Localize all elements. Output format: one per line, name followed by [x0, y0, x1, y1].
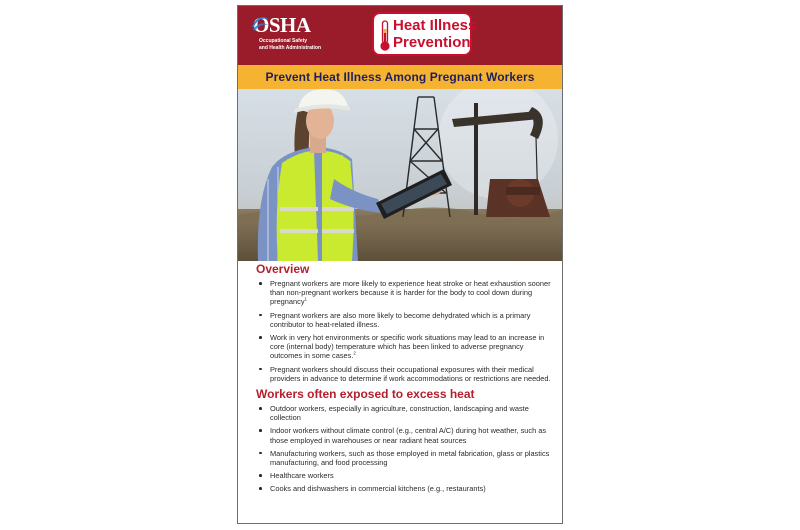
exposed-workers-heading: Workers often exposed to excess heat: [256, 387, 475, 402]
exposed-item: Healthcare workers: [256, 471, 552, 480]
osha-agency-name: Occupational Safety and Health Administration: [259, 38, 322, 51]
osha-wordmark: [253, 13, 311, 37]
body-content: [256, 262, 552, 498]
title-banner: [238, 65, 562, 89]
exposed-item: Cooks and dishwashers in commercial kitchens (e.g., restaurants): [256, 484, 552, 493]
campaign-title: Heat Illness Prevention: [393, 17, 477, 51]
exposed-item: Indoor workers without climate control (e.g., central A/C) during hot weather, such as those employed in warehouses or near radiant heat sources: [256, 426, 552, 444]
footnote-ref: 2: [353, 350, 356, 356]
overview-item: Pregnant workers should discuss their occupational exposures with their medical providers in advance to determine if work accommodations or restrictions are needed.: [256, 365, 552, 383]
overview-item: Work in very hot environments or specific work situations may lead to an increase in core (internal body) temperature which has been linked to adverse pregnancy outcomes in some cases.$^2$: [256, 333, 552, 361]
masthead: [238, 6, 562, 65]
overview-heading: Overview: [256, 262, 310, 276]
footnote-ref: 1: [304, 296, 308, 302]
exposed-item: Manufacturing workers, such as those employed in metal fabrication, glass or plastics manufacturing, and food processing: [256, 449, 552, 467]
exposed-item: Outdoor workers, especially in agriculture, construction, landscaping and waste collection: [256, 404, 552, 422]
osha-swoosh-icon: [249, 13, 271, 35]
overview-item: Pregnant workers are also more likely to become dehydrated which is a primary contributor to heat-related illness.: [256, 311, 552, 329]
heat-illness-prevention-logo: [372, 12, 477, 56]
overview-list: [256, 279, 552, 383]
page-title: Prevent Heat Illness Among Pregnant Workers: [265, 70, 535, 84]
exposed-workers-list: [256, 404, 552, 494]
osha-logo: [253, 13, 343, 61]
osha-letters: OSHA: [253, 13, 311, 37]
thermometer-icon: [379, 20, 391, 52]
worker-photo: [238, 89, 562, 261]
overview-item: Pregnant workers are more likely to experience heat stroke or heat exhaustion sooner than non-pregnant workers because it is harder for the body to cool down during pregnancy$^1$: [256, 279, 552, 307]
fact-sheet-page: [237, 5, 563, 524]
